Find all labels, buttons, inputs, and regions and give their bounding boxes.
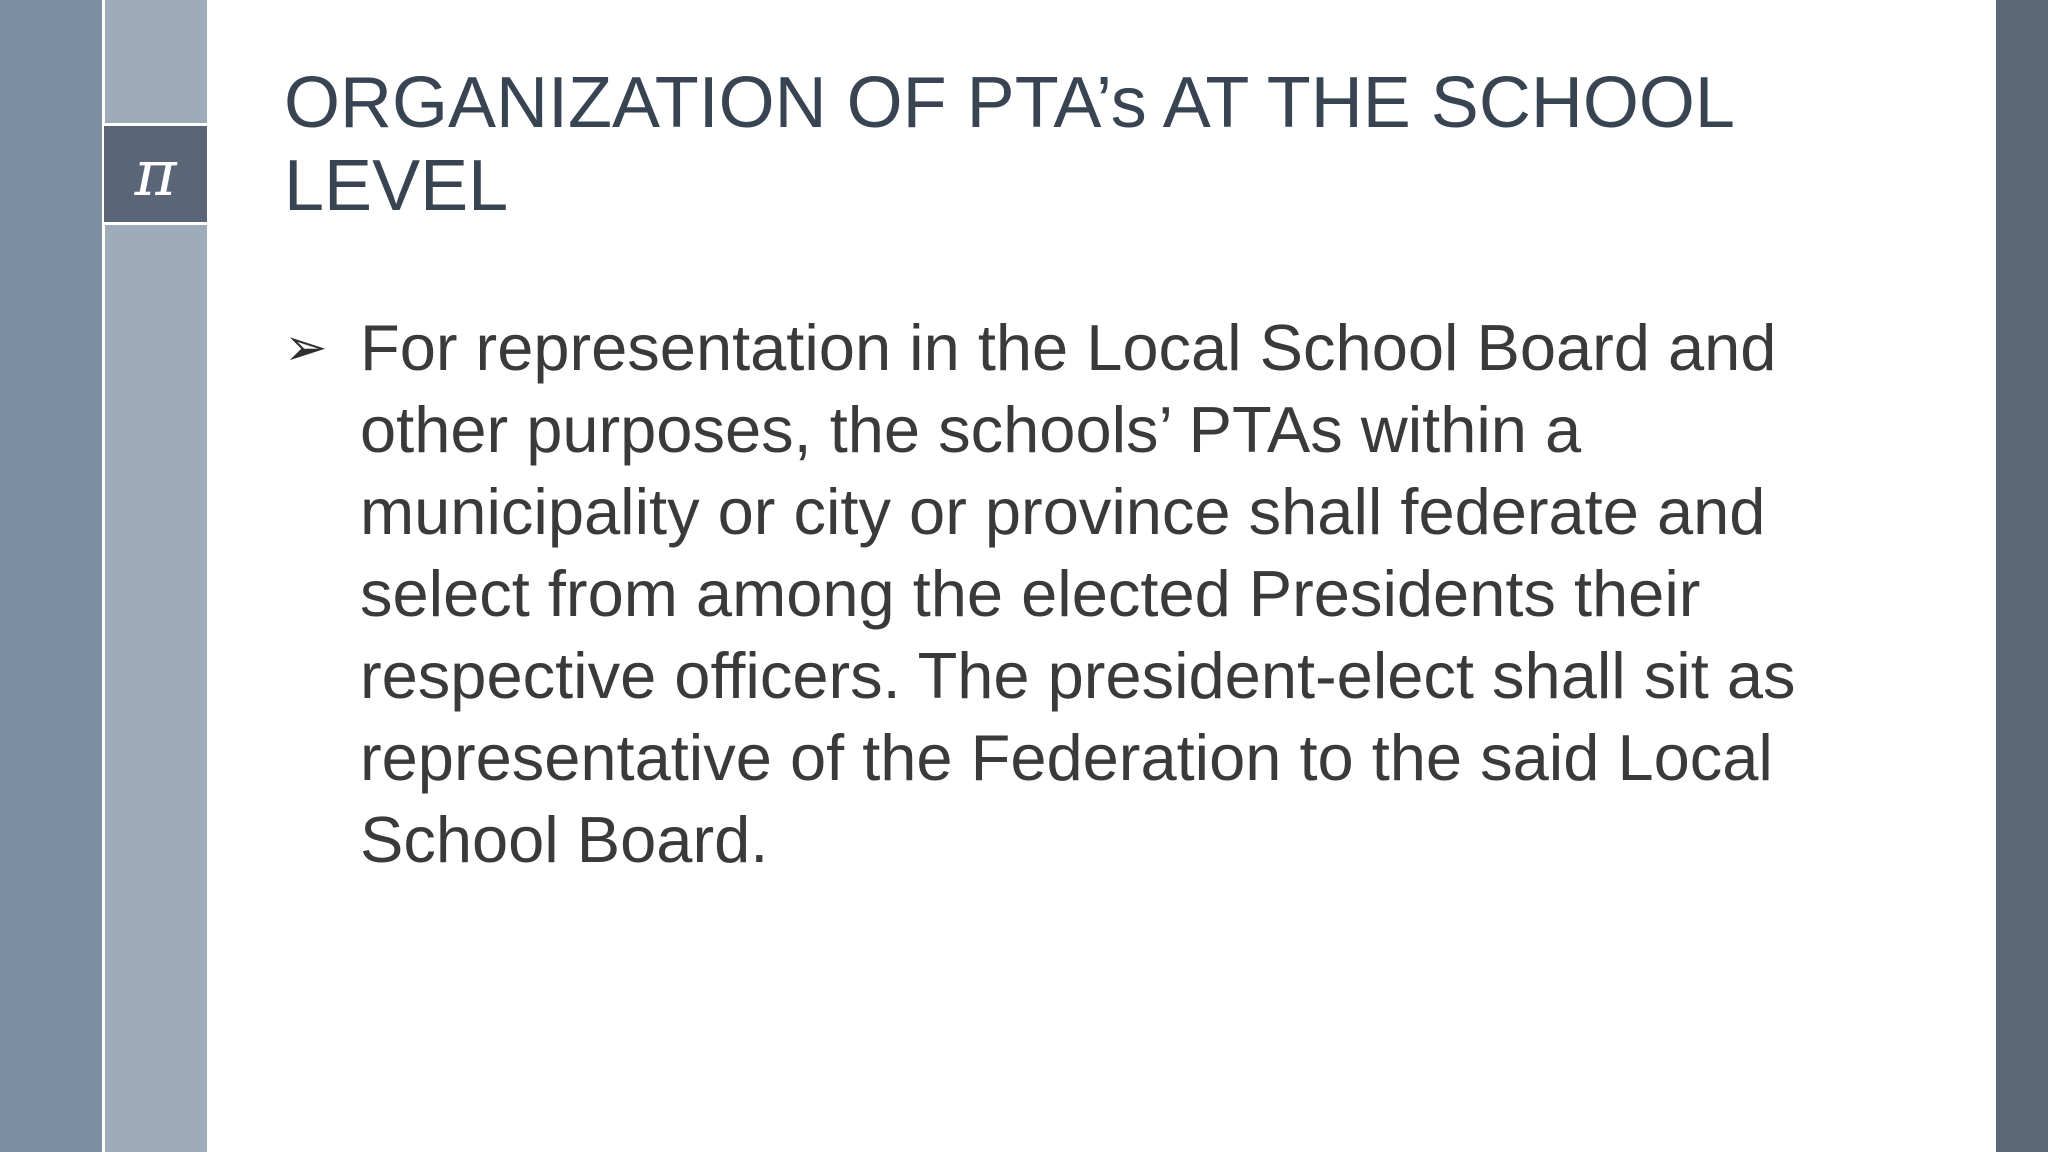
bullet-item	[284, 307, 1884, 881]
bullet-list	[284, 307, 1884, 881]
pi-badge	[104, 123, 207, 225]
right-decorative-band	[1996, 0, 2048, 1152]
arrow-bullet-icon: ➢	[284, 318, 328, 378]
left-decorative-band	[0, 0, 102, 1152]
pi-icon: π	[134, 137, 177, 211]
bullet-text: For representation in the Local School Board and other purposes, the schools’ PTAs within a municipality or city or province shall federate and select from among the elected Presidents their respective officers. The president-elect shall sit as representative of the Federation to the said Local School Board.	[360, 311, 1796, 876]
slide-title: ORGANIZATION OF PTA’s AT THE SCHOOL LEVEL	[284, 63, 1733, 226]
